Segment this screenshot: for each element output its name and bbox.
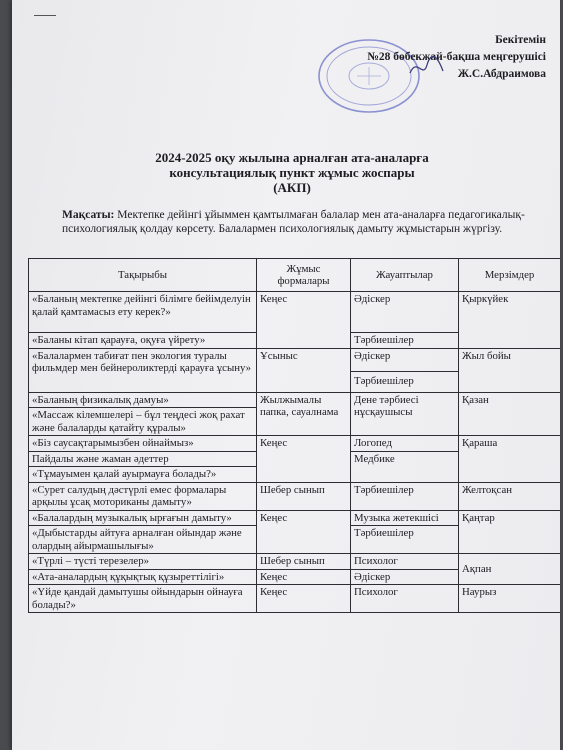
responsible-cell: Тәрбиешілер (351, 371, 459, 392)
title-line-1: 2024-2025 оқу жылына арналған ата-аналарға (155, 150, 429, 165)
form-cell: Кеңес (257, 510, 351, 554)
form-cell: Кеңес (257, 585, 351, 613)
responsible-cell: Тәрбиешілер (351, 482, 459, 510)
topic-cell: «Дыбыстарды айтуға арналған ойындар және олардың айырмашылығы» (29, 526, 257, 554)
document-title (92, 150, 492, 195)
form-cell: Шебер сынып (257, 482, 351, 510)
header-topic: Тақырыбы (29, 259, 257, 292)
table-row (29, 348, 561, 371)
responsible-cell: Дене тәрбиесі нұсқаушысы (351, 392, 459, 436)
topic-cell: «Массаж кілемшелері – бұл теңдесі жоқ рахат және балаларды қатайту құралы» (29, 408, 257, 436)
topic-cell: «Балалармен табиғат пен экология туралы фильмдер мен бейнероликтерді қарауға ұсыну» (29, 348, 257, 392)
responsible-cell: Әдіскер (351, 569, 459, 585)
form-cell: Кеңес (257, 569, 351, 585)
responsible-cell: Логопед (351, 436, 459, 452)
topic-cell: «Біз саусақтарымызбен ойнаймыз» (29, 436, 257, 452)
table-header-row (29, 259, 561, 292)
term-cell: Қаңтар (459, 510, 561, 554)
term-cell: Ақпан (459, 554, 561, 585)
goal-label: Мақсаты: (62, 209, 115, 221)
table-row (29, 510, 561, 526)
responsible-cell: Медбике (351, 451, 459, 482)
table-row (29, 585, 561, 613)
form-cell: Ұсыныс (257, 348, 351, 392)
term-cell: Қыркүйек (459, 292, 561, 349)
responsible-cell: Әдіскер (351, 348, 459, 371)
table-row (29, 392, 561, 408)
responsible-cell: Әдіскер (351, 292, 459, 333)
header-form: Жұмыс формалары (257, 259, 351, 292)
form-cell: Кеңес (257, 436, 351, 483)
term-cell: Қараша (459, 436, 561, 483)
document-page (12, 0, 560, 750)
topic-cell: «Баланы кітап қарауға, оқуға үйрету» (29, 333, 257, 349)
topic-cell: «Үйде қандай дамытушы ойындарын ойнауға болады?» (29, 585, 257, 613)
top-rule (34, 15, 56, 16)
topic-cell: «Баланың физикалық дамуы» (29, 392, 257, 408)
responsible-cell: Тәрбиешілер (351, 526, 459, 554)
term-cell: Желтоқсан (459, 482, 561, 510)
form-cell: Шебер сынып (257, 554, 351, 570)
header-responsible: Жауаптылар (351, 259, 459, 292)
topic-cell: «Баланың мектепке дейінгі білімге бейімделуін қалай қамтамасыз ету керек?» (29, 292, 257, 333)
form-cell: Кеңес (257, 292, 351, 349)
title-line-2: консультациялық пункт жұмыс жоспары (169, 165, 415, 180)
topic-cell: «Тұмауымен қалай ауырмауға болады?» (29, 467, 257, 483)
form-cell: Жылжымалы папка, сауалнама (257, 392, 351, 436)
approval-line-1: Бекітемін (495, 34, 546, 46)
goal-paragraph (62, 208, 542, 236)
signature-icon (407, 53, 447, 81)
plan-table (28, 258, 560, 613)
header-term: Мерзімдер (459, 259, 561, 292)
approval-line-2: №28 бөбекжай-бақша меңгерушісі (367, 51, 546, 63)
term-cell: Жыл бойы (459, 348, 561, 392)
topic-cell: «Балалардың музыкалық ырғағын дамыту» (29, 510, 257, 526)
table-row (29, 292, 561, 333)
approval-line-3: Ж.С.Абдраимова (457, 68, 546, 80)
topic-cell: «Түрлі – түсті терезелер» (29, 554, 257, 570)
goal-text: Мектепке дейінгі ұйыммен қамтылмаған балалар мен ата-аналарға педагогикалық-психологиялық қолдау көрсету. Балалармен психологиялық дамыту жұмыстарын жүргізу. (62, 209, 525, 235)
topic-cell: «Сурет салудың дәстүрлі емес формалары арқылы ұсақ моториканы дамыту» (29, 482, 257, 510)
table-row (29, 482, 561, 510)
topic-cell: Пайдалы және жаман әдеттер (29, 451, 257, 467)
responsible-cell: Психолог (351, 585, 459, 613)
topic-cell: «Ата-аналардың құқықтық құзыреттілігі» (29, 569, 257, 585)
responsible-cell: Тәрбиешілер (351, 333, 459, 349)
table-row (29, 554, 561, 570)
term-cell: Наурыз (459, 585, 561, 613)
term-cell: Қазан (459, 392, 561, 436)
approval-block (367, 32, 546, 83)
table-row (29, 436, 561, 452)
responsible-cell: Психолог (351, 554, 459, 570)
responsible-cell: Музыка жетекшісі (351, 510, 459, 526)
title-line-3: (АКП) (273, 180, 311, 195)
